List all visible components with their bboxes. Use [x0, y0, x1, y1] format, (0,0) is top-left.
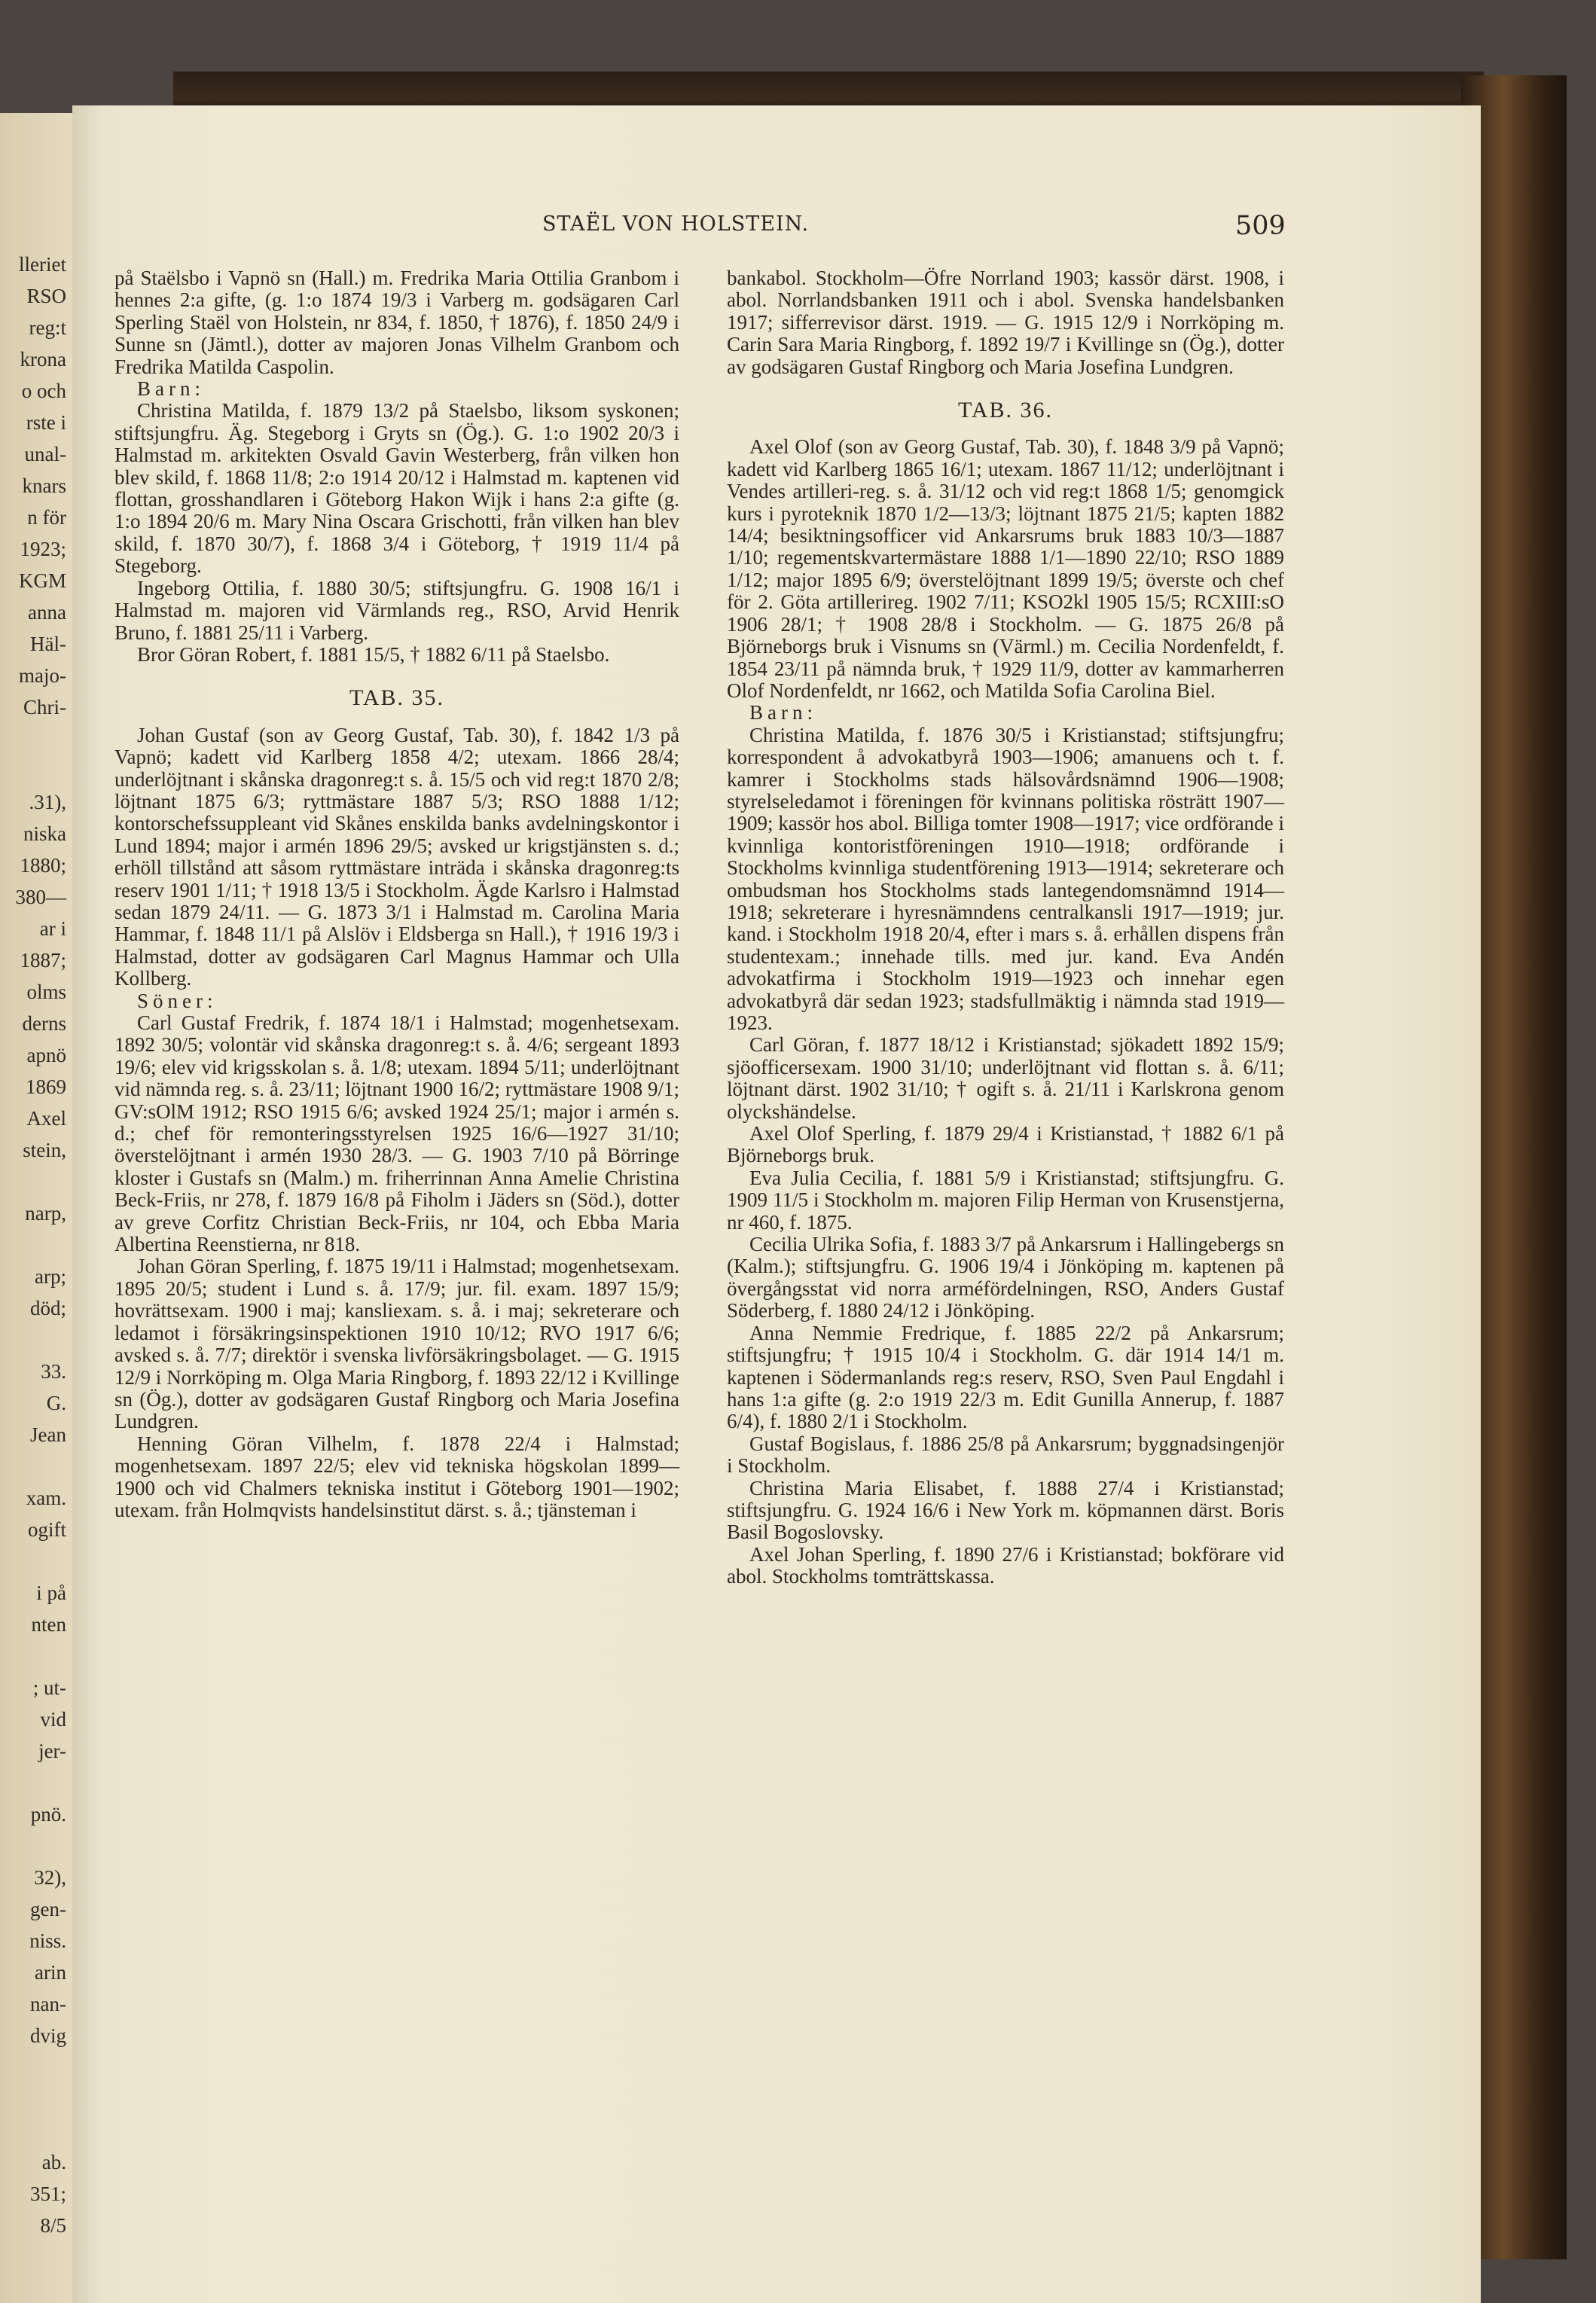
left-fragment-line: [0, 1640, 66, 1672]
paragraph: Gustaf Bogislaus, f. 1886 25/8 på Ankarsrum; byggnadsingenjör i Stockholm.: [727, 1432, 1284, 1478]
left-fragment-line: [0, 2051, 66, 2083]
left-fragment-line: derns: [22, 1012, 66, 1035]
left-fragment-line: 1923;: [20, 538, 66, 560]
left-fragment-line: stein,: [23, 1139, 66, 1161]
paragraph: bankabol. Stockholm—Öfre Norrland 1903; kassör därst. 1908, i abol. Norrlandsbanken 1911 och i abol. Svenska handelsbanken 1917; sifferrevisor därst. 1919. — G. 1915 12/9 i Norrköping m. Carin Sara Maria Ringborg, f. 1892 19/7 i Kvillinge sn (Ög.), dotter av godsägaren Gustaf Ringborg och Maria Josefina Lundgren.: [727, 267, 1284, 378]
left-fragment-line: arp;: [35, 1265, 66, 1288]
left-fragment-line: Axel: [26, 1107, 66, 1130]
paragraph: Ingeborg Ottilia, f. 1880 30/5; stiftsjungfru. G. 1908 16/1 i Halmstad m. majoren vid Värmlands reg., RSO, Arvid Henrik Bruno, f. 1881 25/11 i Varberg.: [114, 576, 679, 644]
left-fragment-line: niska: [23, 822, 66, 845]
left-fragment-line: o och: [21, 380, 66, 402]
paragraph: Cecilia Ulrika Sofia, f. 1883 3/7 på Ankarsrum i Hallingebergs sn (Kalm.); stiftsjungfru. G. 1906 19/4 i Jönköping m. kaptenen på övergångsstat vid norra arméfördelningen, RSO, Anders Gustaf Söderberg, f. 1880 24/12 i Jönköping.: [727, 1233, 1284, 1322]
page-number: 509: [1235, 211, 1286, 241]
left-fragment-line: [0, 1545, 66, 1577]
text-column-left: [114, 267, 679, 1521]
left-fragment-line: [0, 1830, 66, 1862]
left-fragment-line: arin: [35, 1961, 66, 1984]
left-fragment-line: vid: [40, 1708, 66, 1731]
left-fragment-line: reg:t: [29, 316, 66, 339]
left-fragment-line: Chri-: [23, 696, 66, 718]
left-fragment-line: [0, 2115, 66, 2146]
left-fragment-line: ogift: [28, 1518, 66, 1541]
left-fragment-line: Jean: [30, 1423, 66, 1446]
left-fragment-line: 32),: [34, 1866, 66, 1889]
left-fragment-line: [0, 1324, 66, 1356]
left-fragment-line: [0, 1166, 66, 1197]
left-fragment-line: 1887;: [20, 949, 66, 972]
paragraph: Carl Göran, f. 1877 18/12 i Kristianstad; sjökadett 1892 15/9; sjöofficersexam. 1900 31/10; underlöjtnant vid flottan s. å. 6/11; löjtnant därst. 1902 31/10; † ogift s. å. 21/11 i Karlskrona genom olyckshändelse.: [727, 1033, 1284, 1123]
left-fragment-line: ab.: [41, 2151, 66, 2173]
running-header: STAËL VON HOLSTEIN.: [542, 212, 810, 236]
paragraph: Bror Göran Robert, f. 1881 15/5, † 1882 6/11 på Staelsbo.: [137, 642, 610, 666]
left-fragment-line: lleriet: [19, 253, 66, 276]
left-fragment-line: rste i: [26, 411, 66, 434]
left-fragment-line: 1880;: [20, 854, 66, 877]
children-heading: Söner:: [137, 989, 218, 1012]
children-heading: Barn:: [137, 377, 205, 401]
text-column-right: [727, 267, 1284, 1588]
left-fragment-line: 8/5: [40, 2214, 66, 2237]
left-fragment-line: nten: [31, 1613, 66, 1636]
left-fragment-line: 1869: [26, 1075, 66, 1098]
left-fragment-line: [0, 2083, 66, 2115]
left-fragment-line: anna: [28, 601, 66, 624]
paragraph: Carl Gustaf Fredrik, f. 1874 18/1 i Halmstad; mogenhetsexam. 1892 30/5; volontär vid skånska dragonreg:t s. å. 4/6; sergeant 1893 19/6; elev vid krigsskolan s. å. 1/8; utexam. 1894 5/11; underlöjtnant vid nämnda reg. s. å. 23/11; löjtnant 1900 16/2; ryttmästare 1908 9/1; GV:sOlM 1912; RSO 1915 6/6; avsked 1924 25/1; major i armén s. d.; chef för remonteringsstyrelsen 1925 16/6—1927 31/10; överstelöjtnant i armén 1930 28/3. — G. 1903 7/10 på Börringe kloster i Gustafs sn (Malm.) m. friherrinnan Anna Amelie Christina Beck-Friis, nr 278, f. 1879 16/8 på Fiholm i Jäders sn (Söd.), dotter av greve Corfitz Christian Beck-Friis, nr 104, och Ebba Maria Albertina Reenstierna, nr 818.: [114, 1011, 679, 1256]
left-fragment-line: [0, 755, 66, 786]
left-fragment-line: jer-: [38, 1740, 66, 1762]
table-heading: TAB. 36.: [957, 398, 1054, 423]
paragraph: Christina Maria Elisabet, f. 1888 27/4 i Kristianstad; stiftsjungfru. G. 1924 16/6 i New York m. köpmannen därst. Boris Basil Bogoslovsky.: [727, 1476, 1284, 1544]
left-fragment-line: knars: [22, 474, 66, 497]
paragraph: Christina Matilda, f. 1876 30/5 i Kristianstad; stiftsjungfru; korrespondent å advokatbyrå 1903—1906; amanuens och t. f. kamrer i Stockholms stads hälsovårdsnämnd 1906—1908; styrelseledamot i föreningen för kvinnans politiska rösträtt 1907—1909; kassör hos abol. Billiga tomter 1908—1917; vice ordförande i kvinnliga kontoristföreningen 1910—1918; ordförande i Stockholms kvinnliga studentförening 1913—1914; sekreterare och ombudsman hos Stockholms stads lantegendomsnämnd 1914—1918; sekreterare i hyresnämndens centralkansli 1917—1919; jur. kand. i Stockholm 1918 20/4, efter i mars s. å. erhållen dispens från studentexam.; innehade tills. med jur. kand. Eva Andén advokatfirma i Stockholm 1919—1923 och innehar egen advokatbyrå där sedan 1923; stadsfullmäktig i nämnda stad 1919—1923.: [727, 723, 1284, 1034]
left-fragment-line: RSO: [26, 285, 66, 307]
paragraph: Johan Gustaf (son av Georg Gustaf, Tab. 30), f. 1842 1/3 på Vapnö; kadett vid Karlberg 1858 4/2; utexam. 1866 28/4; underlöjtnant i skånska dragonreg:t s. å. 15/5 och vid reg:t 1870 2/8; löjtnant 1875 6/3; ryttmästare 1887 5/3; RSO 1888 1/12; kontorschefssuppleant vid Skånes enskilda banks avdelningskontor i Lund 1894; major i armén 1896 29/5; avsked ur krigstjänsten s. d.; erhöll tillstånd att såsom ryttmästare inträda i skånska dragonreg:ts reserv 1901 1/11; † 1918 13/5 i Stockholm. Ägde Karlsro i Halmstad sedan 1879 24/11. — G. 1873 3/1 i Halmstad m. Carolina Maria Hammar, f. 1848 11/1 på Alslöv i Eldsberga sn Hall.), † 1916 19/3 i Halmstad, dotter av godsägaren Carl Magnus Hammar och Ulla Kollberg.: [114, 723, 679, 990]
left-fragment-line: n för: [27, 506, 66, 529]
left-fragment-line: .31),: [29, 791, 66, 813]
left-fragment-line: död;: [29, 1297, 66, 1319]
left-fragment-line: niss.: [29, 1929, 66, 1952]
left-page-text-fragments: [0, 113, 75, 2241]
left-fragment-line: [0, 1229, 66, 1261]
paragraph: Henning Göran Vilhelm, f. 1878 22/4 i Halmstad; mogenhetsexam. 1897 22/5; elev vid tekniska högskolan 1899—1900 och vid Chalmers tekniska institut i Göteborg 1901—1902; utexam. från Holmqvists handelsinstitut därst. s. å.; tjänsteman i: [114, 1432, 679, 1521]
paragraph: Axel Olof Sperling, f. 1879 29/4 i Kristianstad, † 1882 6/1 på Björneborgs bruk.: [727, 1122, 1284, 1167]
left-fragment-line: [0, 1450, 66, 1482]
left-fragment-line: unal-: [24, 443, 66, 465]
left-fragment-line: KGM: [18, 569, 66, 592]
left-fragment-line: 33.: [41, 1360, 66, 1383]
paragraph: Eva Julia Cecilia, f. 1881 5/9 i Kristianstad; stiftsjungfru. G. 1909 11/5 i Stockholm m. majoren Filip Herman von Krusenstjerna, nr 460, f. 1875.: [727, 1166, 1284, 1234]
paragraph: Axel Olof (son av Georg Gustaf, Tab. 30), f. 1848 3/9 på Vapnö; kadett vid Karlberg 1865 16/1; utexam. 1867 11/12; underlöjtnant i Vendes artilleri-reg. s. å. 31/12 och vid reg:t 1868 1/5; genomgick kurs i pyroteknik 1870 1/2—13/3; löjtnant 1875 21/5; kapten 1882 14/4; besiktningsofficer vid Ankarsrums bruk 1883 10/3—1887 1/10; regementskvartermästare 1888 1/1—1890 22/10; RSO 1889 1/12; major 1895 6/9; överstelöjtnant 1899 19/5; överste och chef för 2. Göta artillerireg. 1902 7/11; KSO2kl 1905 15/5; RCXIII:sO 1906 28/1; † 1908 28/8 i Stockholm. — G. 1875 26/8 på Björneborgs bruk i Visnums sn (Värml.) m. Cecilia Nordenfeldt, f. 1854 23/11 på nämnda bruk, † 1929 11/9, dotter av kammarherren Olof Nordenfeldt, nr 1662, och Matilda Sofia Carolina Biel.: [727, 435, 1284, 702]
left-fragment-line: xam.: [26, 1487, 66, 1509]
left-fragment-line: apnö: [26, 1044, 66, 1066]
left-page-edge: [0, 113, 75, 2303]
left-fragment-line: narp,: [25, 1202, 66, 1225]
left-fragment-line: dvig: [29, 2024, 66, 2047]
left-fragment-line: 351;: [29, 2183, 66, 2205]
left-fragment-line: krona: [20, 348, 66, 371]
paragraph: Axel Johan Sperling, f. 1890 27/6 i Kristianstad; bokförare vid abol. Stockholms tomträttskassa.: [727, 1542, 1284, 1588]
left-fragment-line: pnö.: [30, 1803, 66, 1826]
left-fragment-line: 380—: [15, 886, 66, 908]
left-fragment-line: [0, 1767, 66, 1798]
paragraph: Anna Nemmie Fredrique, f. 1885 22/2 på Ankarsrum; stiftsjungfru; † 1915 10/4 i Stockholm. G. där 1914 14/1 m. kaptenen i Södermanlands reg:s reserv, RSO, Sven Paul Engdahl i hans 1:a gifte (g. 2:o 1919 22/3 m. Edit Gunilla Annerup, f. 1887 6/4), f. 1880 2/1 i Stockholm.: [727, 1321, 1284, 1433]
paragraph: Christina Matilda, f. 1879 13/2 på Staelsbo, liksom syskonen; stiftsjungfru. Äg. Stegeborg i Gryts sn (Ög.). G. 1:o 1902 20/3 i Halmstad m. arkitekten Osvald Gavin Westerberg, från vilken hon blev skild, f. 1868 11/8; 2:o 1914 20/12 i Halmstad m. kaptenen vid flottan, grosshandlaren i Göteborg Hakon Wijk i hans 2:a gifte (g. 1:o 1894 20/6 m. Mary Nina Oscara Grischotti, från vilken han blev skild, f. 1870 30/7), f. 1868 3/4 i Göteborg, † 1919 11/4 på Stegeborg.: [114, 399, 679, 578]
left-fragment-line: Häl-: [30, 633, 66, 655]
paragraph: på Staëlsbo i Vapnö sn (Hall.) m. Fredrika Maria Ottilia Granbom i hennes 2:a gifte, (g. 1:o 1874 19/3 i Varberg m. godsägaren Carl Sperling Staël von Holstein, nr 834, f. 1850, † 1876), f. 1850 24/9 i Sunne sn (Jämtl.), dotter av majoren Jonas Vilhelm Granbom och Fredrika Matilda Caspolin.: [114, 267, 679, 378]
left-fragment-line: nan-: [30, 1993, 66, 2015]
left-fragment-line: [0, 723, 66, 755]
left-fragment-line: ar i: [39, 917, 66, 940]
left-fragment-line: majo-: [19, 664, 66, 687]
children-heading: Barn:: [749, 701, 817, 724]
table-heading: TAB. 35.: [349, 685, 445, 711]
left-fragment-line: gen-: [30, 1898, 66, 1920]
left-fragment-line: olms: [26, 981, 66, 1003]
left-fragment-line: ; ut-: [32, 1676, 66, 1699]
left-fragment-line: G.: [46, 1392, 66, 1414]
paragraph: Johan Göran Sperling, f. 1875 19/11 i Halmstad; mogenhetsexam. 1895 20/5; student i Lund s. å. 17/9; jur. fil. exam. 1897 15/9; hovrättsexam. 1900 i maj; kansliexam. s. å. i maj; sekreterare och ledamot i försäkringsinspektionen 1910 10/12; RVO 1917 6/6; avsked s. å. 7/7; direktör i svenska livförsäkringsbolaget. — G. 1915 12/9 i Norrköping m. Olga Maria Ringborg, f. 1893 22/12 i Kvillinge sn (Ög.), dotter av godsägaren Gustaf Ringborg och Maria Josefina Lundgren.: [114, 1255, 679, 1433]
left-fragment-line: i på: [36, 1582, 66, 1604]
